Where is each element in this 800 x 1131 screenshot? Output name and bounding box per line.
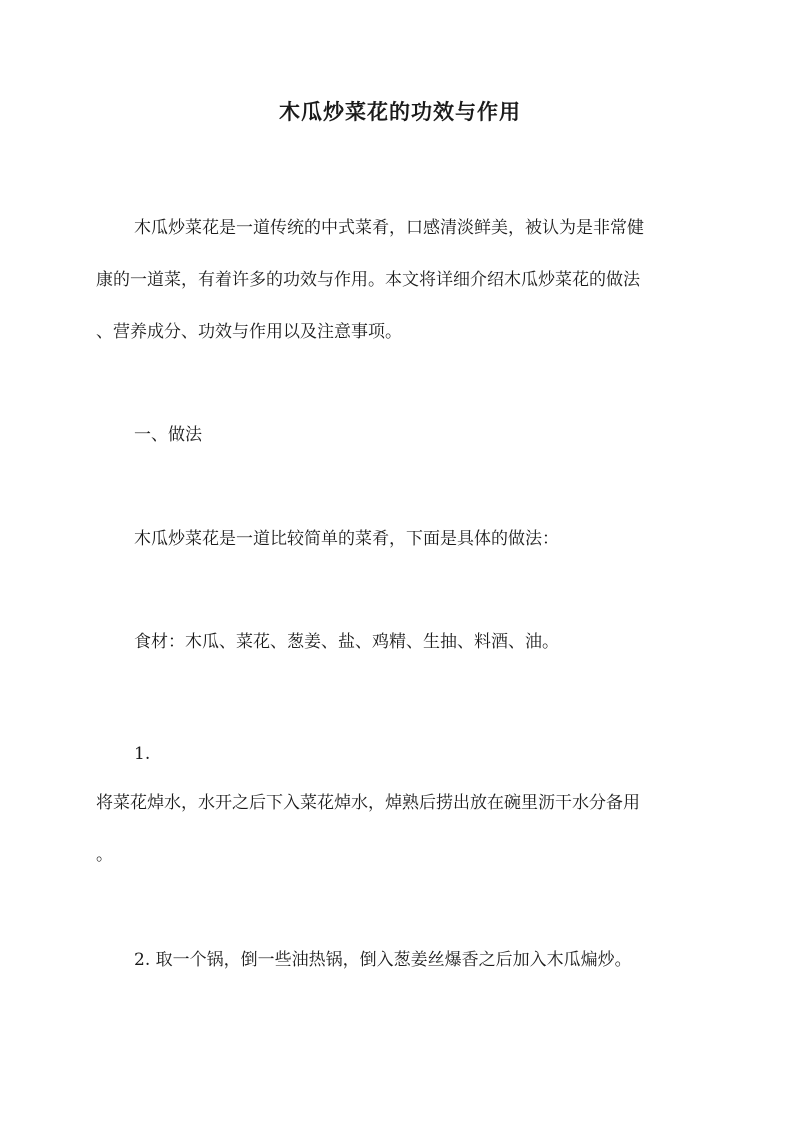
section-heading-method: 一、做法	[134, 425, 202, 445]
step-1-line-1: 将菜花焯水，水开之后下入菜花焯水，焯熟后捞出放在碗里沥干水分备用	[96, 793, 640, 813]
intro-line-1: 木瓜炒菜花是一道传统的中式菜肴，口感清淡鲜美，被认为是非常健	[134, 218, 644, 238]
step-2: 2. 取一个锅，倒一些油热锅，倒入葱姜丝爆香之后加入木瓜煸炒。	[134, 950, 632, 970]
document-title: 木瓜炒菜花的功效与作用	[279, 99, 521, 124]
ingredients-list: 食材：木瓜、菜花、葱姜、盐、鸡精、生抽、料酒、油。	[134, 632, 559, 652]
intro-line-2: 康的一道菜，有着许多的功效与作用。本文将详细介绍木瓜炒菜花的做法	[96, 270, 640, 290]
intro-line-3: 、营养成分、功效与作用以及注意事项。	[96, 322, 402, 342]
method-intro: 木瓜炒菜花是一道比较简单的菜肴，下面是具体的做法：	[134, 529, 559, 549]
step-1-line-2: 。	[96, 845, 113, 865]
step-1-number: 1.	[134, 744, 151, 764]
